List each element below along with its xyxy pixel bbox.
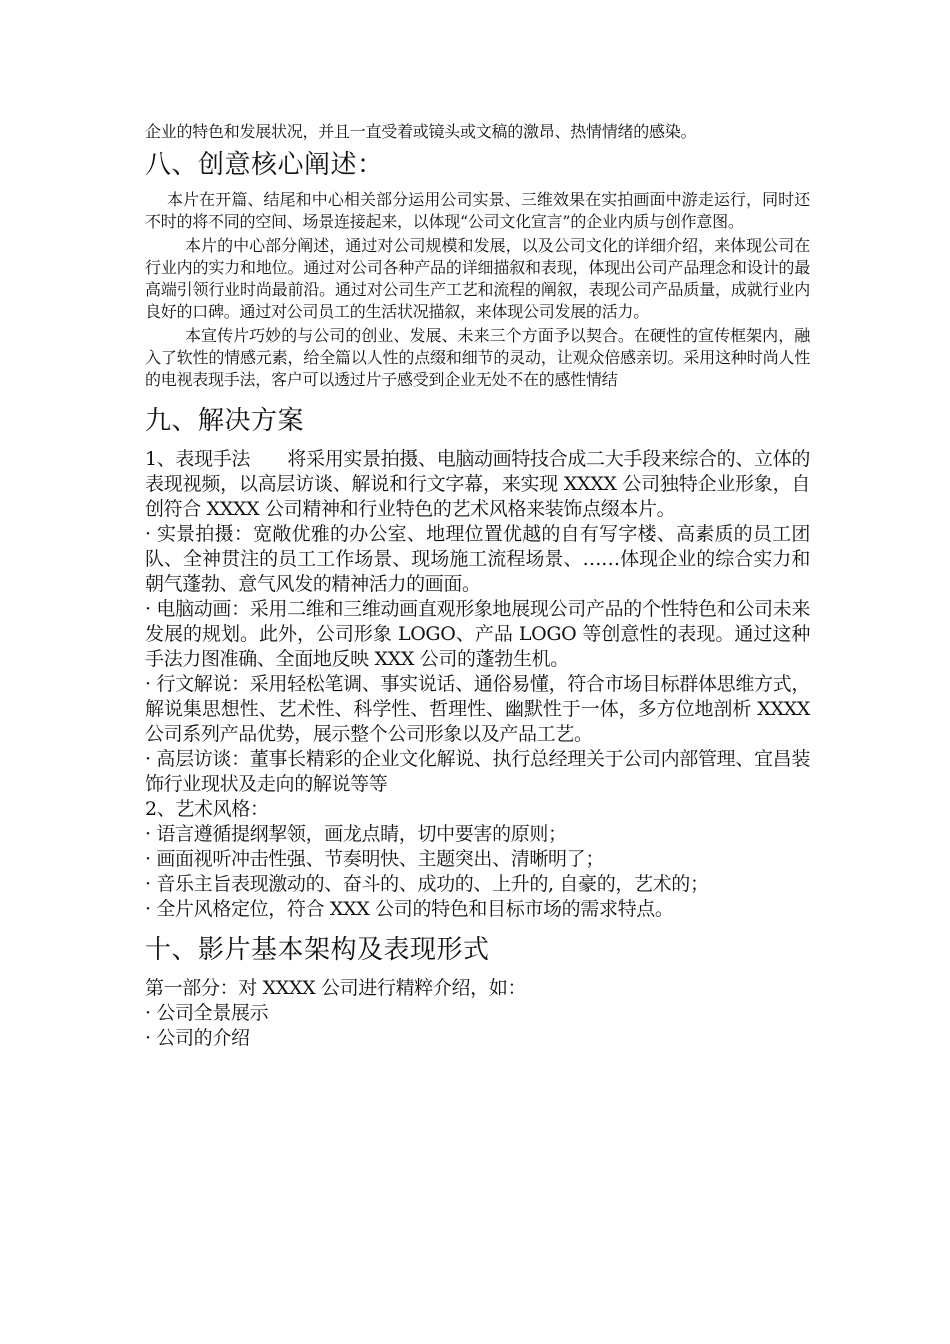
section9-item-3: · 电脑动画：采用二维和三维动画直观形象地展现公司产品的个性特色和公司未来发展的规划。此外，公司形象 LOGO、产品 LOGO 等创意性的表现。通过这种手法力图准确、全面地反映 XXX 公司的蓬勃生机。: [145, 598, 810, 670]
section8-paragraph-1: 本片在开篇、结尾和中心相关部分运用公司实景、三维效果在实拍画面中游走运行，同时还不时的将不同的空间、场景连接起来，以体现“公司文化宣言”的企业内质与创作意图。: [145, 190, 810, 231]
section10-heading: 十、影片基本架构及表现形式: [145, 935, 490, 965]
section9-item-1: 1、表现手法 将采用实景拍摄、电脑动画特技合成二大手段来综合的、立体的表现视频，以高层访谈、解说和行文字幕，来实现 XXXX 公司独特企业形象，自创符合 XXXX 公司精神和行业特色的艺术风格来装饰点缀本片。: [145, 448, 810, 520]
section9-item-9: · 音乐主旨表现激动的、奋斗的、成功的、上升的, 自豪的，艺术的；: [145, 873, 709, 895]
section9-item-7: · 语言遵循提纲挈领，画龙点睛，切中要害的原则；: [145, 823, 567, 845]
section9-item-6: 2、艺术风格：: [145, 798, 269, 820]
section8-heading: 八、创意核心阐述：: [145, 150, 384, 180]
section9-item-2: · 实景拍摄：宽敞优雅的办公室、地理位置优越的自有写字楼、高素质的员工团队、全神贯注的员工工作场景、现场施工流程场景、……体现企业的综合实力和朝气蓬勃、意气风发的精神活力的画面。: [145, 523, 810, 595]
section9-item-10: · 全片风格定位，符合 XXX 公司的特色和目标市场的需求特点。: [145, 898, 674, 920]
section9-item-5: · 高层访谈：董事长精彩的企业文化解说、执行总经理关于公司内部管理、宜昌装饰行业现状及走向的解说等等: [145, 748, 810, 795]
section10-item-3: · 公司的介绍: [145, 1027, 250, 1049]
section8-paragraph-2: 本片的中心部分阐述，通过对公司规模和发展，以及公司文化的详细介绍，来体现公司在行业内的实力和地位。通过对公司各种产品的详细描叙和表现，体现出公司产品理念和设计的最高端引领行业时尚最前沿。通过对公司生产工艺和流程的阐叙，表现公司产品质量，成就行业内良好的口碑。通过对公司员工的生活状况描叙，来体现公司发展的活力。: [145, 236, 810, 321]
section9-item-4: · 行文解说：采用轻松笔调、事实说话、通俗易懂，符合市场目标群体思维方式，解说集思想性、艺术性、科学性、哲理性、幽默性于一体，多方位地剖析 XXXX 公司系列产品优势，展示整个公司形象以及产品工艺。: [145, 673, 810, 745]
intro-line: 企业的特色和发展状况，并且一直受着或镜头或文稿的激昂、热情情绪的感染。: [145, 122, 697, 141]
section9-heading: 九、解决方案: [145, 406, 305, 436]
section10-item-2: · 公司全景展示: [145, 1002, 269, 1024]
document-page: [145, 0, 810, 1051]
section9-item-8: · 画面视听冲击性强、节奏明快、主题突出、清晰明了；: [145, 848, 604, 870]
section10-item-1: 第一部分：对 XXXX 公司进行精粹介绍，如：: [145, 977, 527, 999]
section8-paragraph-3: 本宣传片巧妙的与公司的创业、发展、未来三个方面予以契合。在硬性的宣传框架内，融入了软性的情感元素，给全篇以人性的点缀和细节的灵动，让观众倍感亲切。采用这种时尚人性的电视表现手法，客户可以透过片子感受到企业无处不在的感性情结: [145, 326, 810, 389]
